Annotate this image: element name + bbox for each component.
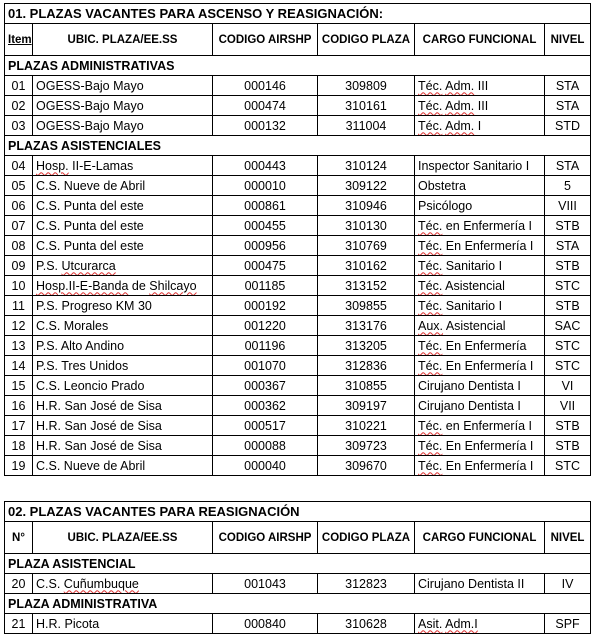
cell-nivel: IV [545,574,591,594]
cell-cargo: Téc. En Enfermería I [415,236,545,256]
cell-airshp: 000040 [213,456,318,476]
section2-header-0: N° [5,522,33,554]
cell-ubic: OGESS-Bajo Mayo [33,76,213,96]
cell-cargo: Téc. Sanitario I [415,256,545,276]
section1-header-4: CARGO FUNCIONAL [415,24,545,56]
cell-ubic: C.S. Punta del este [33,236,213,256]
cell-item: 17 [5,416,33,436]
cell-cargo: Obstetra [415,176,545,196]
cell-plaza: 312823 [318,574,415,594]
cell-item: 08 [5,236,33,256]
cell-ubic: H.R. San José de Sisa [33,416,213,436]
cell-nivel: VII [545,396,591,416]
table-row [5,216,591,236]
table-row [5,156,591,176]
cell-nivel: STC [545,336,591,356]
section2-group-label: PLAZA ADMINISTRATIVA [5,594,591,614]
cell-cargo: Téc. En Enfermería [415,336,545,356]
cell-item: 18 [5,436,33,456]
cell-item: 09 [5,256,33,276]
cell-airshp: 000840 [213,614,318,634]
cell-ubic: C.S. Cuñumbuque [33,574,213,594]
cell-nivel: STA [545,236,591,256]
cell-cargo: Téc. En Enfermería I [415,356,545,376]
section2-header-2: CODIGO AIRSHP [213,522,318,554]
table-row [5,296,591,316]
cell-cargo: Téc. en Enfermería I [415,216,545,236]
section1-header-2: CODIGO AIRSHP [213,24,318,56]
table-row [5,176,591,196]
cell-item: 01 [5,76,33,96]
cell-airshp: 000192 [213,296,318,316]
cell-item: 19 [5,456,33,476]
section1-group-label: PLAZAS ADMINISTRATIVAS [5,56,591,76]
cell-nivel: SPF [545,614,591,634]
table-row [5,116,591,136]
cell-ubic: P.S. Alto Andino [33,336,213,356]
cell-airshp: 000367 [213,376,318,396]
cell-ubic: H.R. San José de Sisa [33,396,213,416]
table-row [5,196,591,216]
cell-nivel: STB [545,256,591,276]
table-row [5,614,591,634]
cell-airshp: 000861 [213,196,318,216]
cell-plaza: 310628 [318,614,415,634]
cell-cargo: Téc. Adm. III [415,96,545,116]
cell-airshp: 000475 [213,256,318,276]
cell-airshp: 000443 [213,156,318,176]
table-reasignacion [4,501,591,634]
cell-ubic: OGESS-Bajo Mayo [33,96,213,116]
cell-cargo: Cirujano Dentista I [415,396,545,416]
table-row [5,456,591,476]
cell-cargo: Téc. En Enfermería I [415,456,545,476]
section1-group-label: PLAZAS ASISTENCIALES [5,136,591,156]
cell-nivel: STD [545,116,591,136]
cell-plaza: 309809 [318,76,415,96]
cell-plaza: 310161 [318,96,415,116]
cell-airshp: 000146 [213,76,318,96]
cell-plaza: 309197 [318,396,415,416]
cell-item: 07 [5,216,33,236]
cell-ubic: C.S. Nueve de Abril [33,456,213,476]
cell-airshp: 000010 [213,176,318,196]
cell-nivel: STA [545,156,591,176]
cell-item: 21 [5,614,33,634]
cell-item: 05 [5,176,33,196]
cell-nivel: SAC [545,316,591,336]
table-row [5,416,591,436]
cell-item: 12 [5,316,33,336]
cell-item: 11 [5,296,33,316]
cell-plaza: 309855 [318,296,415,316]
cell-item: 02 [5,96,33,116]
table-row [5,396,591,416]
cell-item: 03 [5,116,33,136]
cell-ubic: C.S. Nueve de Abril [33,176,213,196]
cell-cargo: Psicólogo [415,196,545,216]
cell-airshp: 001043 [213,574,318,594]
cell-ubic: P.S. Progreso KM 30 [33,296,213,316]
cell-airshp: 000474 [213,96,318,116]
cell-cargo: Asit. Adm.I [415,614,545,634]
cell-nivel: STA [545,76,591,96]
cell-cargo: Cirujano Dentista II [415,574,545,594]
table-row [5,236,591,256]
cell-ubic: H.R. San José de Sisa [33,436,213,456]
cell-item: 04 [5,156,33,176]
cell-plaza: 309670 [318,456,415,476]
cell-ubic: C.S. Leoncio Prado [33,376,213,396]
table-row [5,96,591,116]
cell-plaza: 313152 [318,276,415,296]
cell-plaza: 313176 [318,316,415,336]
cell-nivel: STB [545,436,591,456]
cell-plaza: 310130 [318,216,415,236]
cell-ubic: P.S. Tres Unidos [33,356,213,376]
cell-airshp: 001185 [213,276,318,296]
cell-airshp: 001220 [213,316,318,336]
section2-header-1: UBIC. PLAZA/EE.SS [33,522,213,554]
section2-header-4: CARGO FUNCIONAL [415,522,545,554]
cell-airshp: 000956 [213,236,318,256]
cell-airshp: 000455 [213,216,318,236]
cell-plaza: 311004 [318,116,415,136]
cell-cargo: Téc. Sanitario I [415,296,545,316]
section2-title: 02. PLAZAS VACANTES PARA REASIGNACIÓN [5,502,591,522]
cell-plaza: 312836 [318,356,415,376]
cell-plaza: 313205 [318,336,415,356]
cell-plaza: 310769 [318,236,415,256]
cell-item: 15 [5,376,33,396]
table-row [5,376,591,396]
cell-cargo: Téc. Adm. I [415,116,545,136]
cell-item: 06 [5,196,33,216]
cell-item: 20 [5,574,33,594]
cell-airshp: 000517 [213,416,318,436]
cell-cargo: Inspector Sanitario I [415,156,545,176]
cell-cargo: Téc. en Enfermería I [415,416,545,436]
cell-nivel: STB [545,416,591,436]
cell-item: 14 [5,356,33,376]
section2-header-5: NIVEL [545,522,591,554]
cell-airshp: 000362 [213,396,318,416]
cell-item: 16 [5,396,33,416]
cell-ubic: H.R. Picota [33,614,213,634]
cell-airshp: 001070 [213,356,318,376]
table-ascenso-reasignacion [4,3,591,476]
cell-cargo: Cirujano Dentista I [415,376,545,396]
table-row [5,574,591,594]
cell-item: 10 [5,276,33,296]
cell-plaza: 309122 [318,176,415,196]
cell-nivel: STC [545,456,591,476]
cell-nivel: STC [545,276,591,296]
cell-ubic: Hosp.II-E-Banda de Shilcayo [33,276,213,296]
section2-group-label: PLAZA ASISTENCIAL [5,554,591,574]
table-row [5,76,591,96]
cell-nivel: STA [545,96,591,116]
cell-cargo: Téc. En Enfermería I [415,436,545,456]
section2-header-3: CODIGO PLAZA [318,522,415,554]
table-row [5,256,591,276]
cell-plaza: 310855 [318,376,415,396]
cell-airshp: 000088 [213,436,318,456]
cell-nivel: STB [545,296,591,316]
cell-nivel: STC [545,356,591,376]
table-row [5,316,591,336]
section1-header-1: UBIC. PLAZA/EE.SS [33,24,213,56]
cell-plaza: 309723 [318,436,415,456]
cell-nivel: VIII [545,196,591,216]
table-row [5,356,591,376]
table-row [5,336,591,356]
cell-ubic: C.S. Punta del este [33,196,213,216]
cell-ubic: Hosp. II-E-Lamas [33,156,213,176]
cell-ubic: OGESS-Bajo Mayo [33,116,213,136]
cell-plaza: 310162 [318,256,415,276]
table-row [5,276,591,296]
cell-plaza: 310221 [318,416,415,436]
section1-header-0: Item [5,24,33,56]
cell-airshp: 001196 [213,336,318,356]
section1-header-5: NIVEL [545,24,591,56]
cell-item: 13 [5,336,33,356]
cell-nivel: STB [545,216,591,236]
table-row [5,436,591,456]
cell-nivel: VI [545,376,591,396]
cell-airshp: 000132 [213,116,318,136]
cell-cargo: Téc. Adm. III [415,76,545,96]
cell-ubic: P.S. Utcurarca [33,256,213,276]
cell-plaza: 310946 [318,196,415,216]
cell-cargo: Aux. Asistencial [415,316,545,336]
section1-title: 01. PLAZAS VACANTES PARA ASCENSO Y REASIGNACIÓN: [5,4,591,24]
section1-header-3: CODIGO PLAZA [318,24,415,56]
cell-ubic: C.S. Morales [33,316,213,336]
cell-cargo: Téc. Asistencial [415,276,545,296]
cell-plaza: 310124 [318,156,415,176]
cell-nivel: 5 [545,176,591,196]
cell-ubic: C.S. Punta del este [33,216,213,236]
